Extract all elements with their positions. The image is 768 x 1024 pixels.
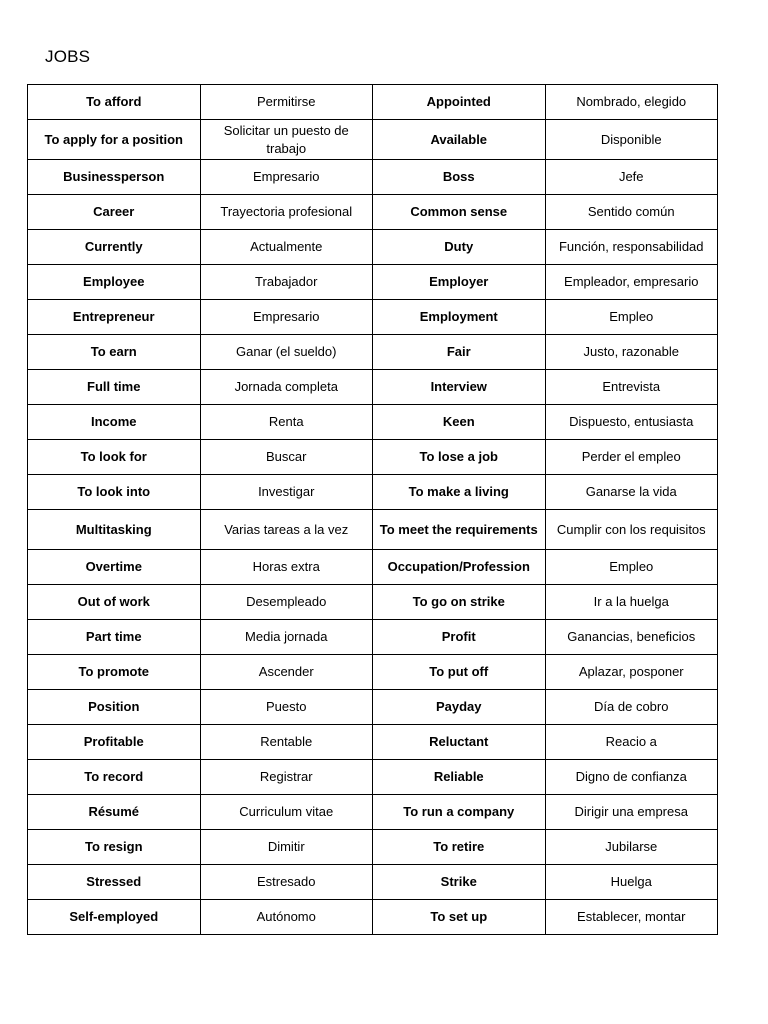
spanish-translation: Ir a la huelga [545,585,718,620]
spanish-translation: Autónomo [200,900,373,935]
english-term: To earn [28,335,201,370]
spanish-translation: Dirigir una empresa [545,795,718,830]
english-term: Keen [373,405,546,440]
spanish-translation: Perder el empleo [545,440,718,475]
spanish-translation: Estresado [200,865,373,900]
english-term: Out of work [28,585,201,620]
table-row [28,760,718,795]
spanish-translation: Varias tareas a la vez [200,510,373,550]
english-term: Entrepreneur [28,300,201,335]
spanish-translation: Renta [200,405,373,440]
english-term: Fair [373,335,546,370]
spanish-translation: Aplazar, posponer [545,655,718,690]
spanish-translation: Ganancias, beneficios [545,620,718,655]
spanish-translation: Empleo [545,550,718,585]
table-row [28,160,718,195]
spanish-translation: Rentable [200,725,373,760]
english-term: Boss [373,160,546,195]
spanish-translation: Empresario [200,160,373,195]
english-term: Interview [373,370,546,405]
english-term: To put off [373,655,546,690]
english-term: To record [28,760,201,795]
english-term: Profit [373,620,546,655]
english-term: Multitasking [28,510,201,550]
spanish-translation: Actualmente [200,230,373,265]
spanish-translation: Curriculum vitae [200,795,373,830]
spanish-translation: Permitirse [200,85,373,120]
english-term: Strike [373,865,546,900]
spanish-translation: Media jornada [200,620,373,655]
english-term: To retire [373,830,546,865]
table-row [28,725,718,760]
table-row [28,335,718,370]
table-row [28,265,718,300]
table-row [28,865,718,900]
english-term: Occupation/Profession [373,550,546,585]
table-row [28,620,718,655]
english-term: Position [28,690,201,725]
table-row [28,585,718,620]
english-term: Employee [28,265,201,300]
spanish-translation: Sentido común [545,195,718,230]
english-term: Employment [373,300,546,335]
spanish-translation: Función, responsabilidad [545,230,718,265]
english-term: To go on strike [373,585,546,620]
english-term: Self-employed [28,900,201,935]
table-row [28,440,718,475]
spanish-translation: Jubilarse [545,830,718,865]
english-term: Duty [373,230,546,265]
english-term: To afford [28,85,201,120]
table-row [28,830,718,865]
table-row [28,195,718,230]
spanish-translation: Entrevista [545,370,718,405]
spanish-translation: Huelga [545,865,718,900]
vocabulary-table-body [28,85,718,935]
english-term: To meet the requirements [373,510,546,550]
spanish-translation: Nombrado, elegido [545,85,718,120]
english-term: To promote [28,655,201,690]
table-row [28,900,718,935]
spanish-translation: Establecer, montar [545,900,718,935]
spanish-translation: Cumplir con los requisitos [545,510,718,550]
spanish-translation: Horas extra [200,550,373,585]
english-term: To resign [28,830,201,865]
spanish-translation: Ascender [200,655,373,690]
english-term: To run a company [373,795,546,830]
spanish-translation: Ganarse la vida [545,475,718,510]
table-row [28,655,718,690]
english-term: Résumé [28,795,201,830]
table-row [28,475,718,510]
english-term: Payday [373,690,546,725]
spanish-translation: Puesto [200,690,373,725]
english-term: To look into [28,475,201,510]
english-term: Reliable [373,760,546,795]
english-term: Appointed [373,85,546,120]
spanish-translation: Registrar [200,760,373,795]
spanish-translation: Reacio a [545,725,718,760]
page-title: JOBS [45,47,91,66]
english-term: Available [373,120,546,160]
table-row [28,85,718,120]
table-row [28,690,718,725]
english-term: Part time [28,620,201,655]
table-row [28,405,718,440]
spanish-translation: Jornada completa [200,370,373,405]
spanish-translation: Desempleado [200,585,373,620]
vocabulary-table [27,84,718,935]
spanish-translation: Jefe [545,160,718,195]
table-row [28,370,718,405]
english-term: Reluctant [373,725,546,760]
spanish-translation: Empresario [200,300,373,335]
table-row [28,510,718,550]
english-term: To lose a job [373,440,546,475]
table-row [28,300,718,335]
spanish-translation: Trabajador [200,265,373,300]
english-term: To set up [373,900,546,935]
english-term: Overtime [28,550,201,585]
english-term: Career [28,195,201,230]
spanish-translation: Solicitar un puesto de trabajo [200,120,373,160]
spanish-translation: Disponible [545,120,718,160]
table-row [28,550,718,585]
spanish-translation: Digno de confianza [545,760,718,795]
spanish-translation: Ganar (el sueldo) [200,335,373,370]
spanish-translation: Dispuesto, entusiasta [545,405,718,440]
english-term: Businessperson [28,160,201,195]
spanish-translation: Empleador, empresario [545,265,718,300]
spanish-translation: Trayectoria profesional [200,195,373,230]
spanish-translation: Día de cobro [545,690,718,725]
english-term: To look for [28,440,201,475]
table-row [28,230,718,265]
spanish-translation: Empleo [545,300,718,335]
english-term: Common sense [373,195,546,230]
spanish-translation: Justo, razonable [545,335,718,370]
english-term: Profitable [28,725,201,760]
english-term: Full time [28,370,201,405]
table-row [28,120,718,160]
english-term: Income [28,405,201,440]
english-term: To make a living [373,475,546,510]
english-term: Currently [28,230,201,265]
english-term: Employer [373,265,546,300]
table-row [28,795,718,830]
english-term: To apply for a position [28,120,201,160]
spanish-translation: Buscar [200,440,373,475]
spanish-translation: Dimitir [200,830,373,865]
spanish-translation: Investigar [200,475,373,510]
english-term: Stressed [28,865,201,900]
